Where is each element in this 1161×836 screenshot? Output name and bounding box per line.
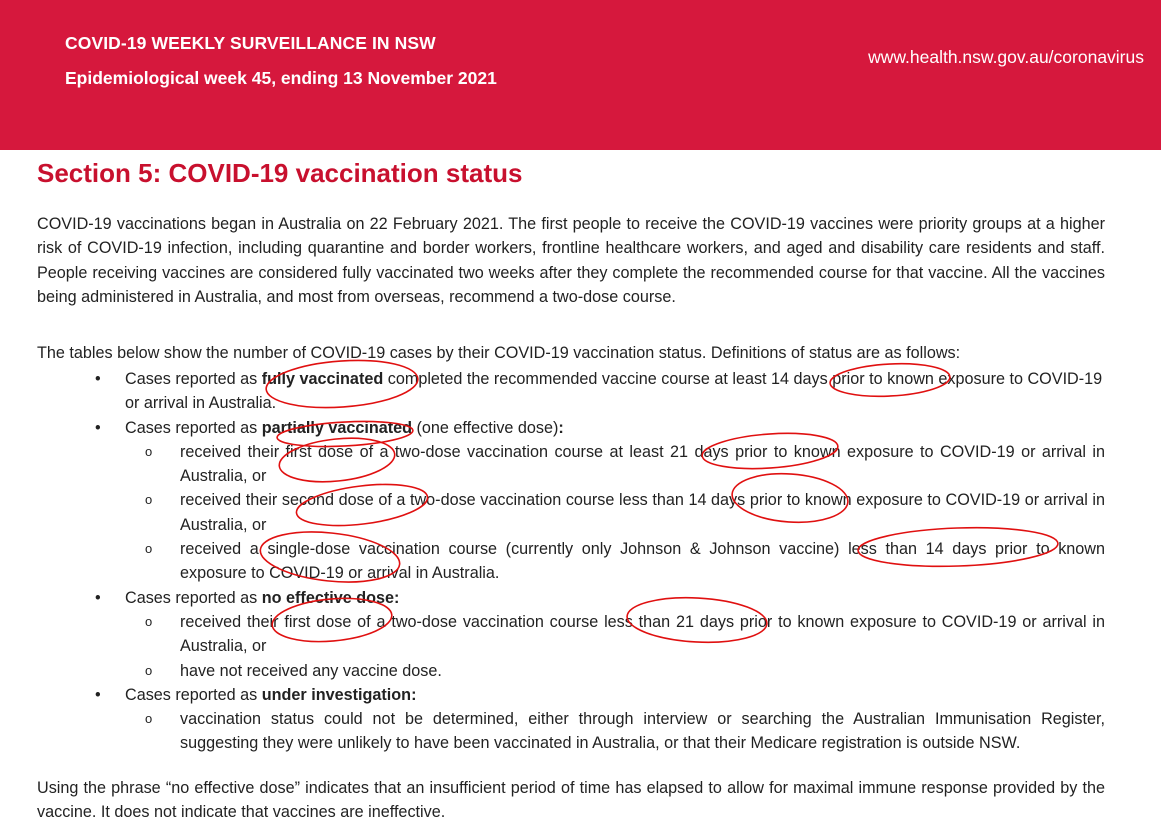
closing-paragraph: Using the phrase “no effective dose” indicates that an insufficient period of time has elapsed to allow for maximal immune response provided by the vaccine. It does not indicate that vaccines are ineffective. — [37, 779, 1105, 822]
term-no-effective-dose: no effective dose: — [261, 588, 400, 607]
partial-criteria-list — [37, 440, 1105, 586]
report-week: Epidemiological week 45, ending 13 November 2021 — [65, 68, 497, 88]
investigation-criteria-list — [37, 707, 1105, 756]
list-item: o received their first dose of a two-dose vaccination course less than 21 days prior to known exposure to COVID-19 or arrival in Australia, or — [37, 610, 1105, 659]
definition-prefix: Cases reported as — [125, 418, 262, 437]
term-under-investigation: under investigation: — [261, 685, 417, 704]
list-item: o received a single-dose vaccination course (currently only Johnson & Johnson vaccine) less than 14 days prior to known exposure to COVID-19 or arrival in Australia. — [37, 537, 1105, 586]
definitions-list — [37, 367, 1105, 756]
term-fully-vaccinated: fully vaccinated — [261, 370, 384, 388]
report-title: COVID-19 WEEKLY SURVEILLANCE IN NSW — [65, 33, 436, 53]
definition-under-investigation — [37, 683, 1105, 756]
website-url: www.health.nsw.gov.au/coronavirus — [868, 47, 1144, 67]
section-heading: Section 5: COVID-19 vaccination status — [37, 158, 523, 188]
list-item: o received their second dose of a two-dose vaccination course less than 14 days prior to known exposure to COVID-19 or arrival in Australia, or — [37, 488, 1105, 537]
definition-no-effective-dose — [37, 586, 1105, 683]
list-item: o received their first dose of a two-dose vaccination course at least 21 days prior to known exposure to COVID-19 or arrival in Australia, or — [37, 440, 1105, 489]
header-banner — [0, 0, 1161, 150]
definition-prefix: Cases reported as — [125, 685, 262, 704]
list-item: o have not received any vaccine dose. — [37, 659, 1105, 683]
definition-fully-vaccinated — [37, 367, 1105, 416]
no-dose-criteria-list — [37, 610, 1105, 683]
list-item: o vaccination status could not be determined, either through interview or searching the Australian Immunisation Register, suggesting they were unlikely to have been vaccinated in Australia, or that their Medicare registration is outside NSW. — [37, 707, 1105, 756]
definition-prefix: Cases reported as — [125, 588, 262, 607]
definitions-lead: The tables below show the number of COVID-19 cases by their COVID-19 vaccination status. Definitions of status are as follows: — [37, 344, 961, 362]
definition-colon: : — [558, 418, 564, 437]
definition-suffix: (one effective dose) — [412, 418, 559, 437]
definition-partially-vaccinated — [37, 416, 1105, 586]
intro-paragraph: COVID-19 vaccinations began in Australia on 22 February 2021. The first people to receive the COVID-19 vaccines were priority groups at a higher risk of COVID-19 infection, including quarantine and border workers, frontline healthcare workers, and aged and disability care residents and staff. People receiving vaccines are considered fully vaccinated two weeks after they complete the recommended course for that vaccine. All the vaccines being administered in Australia, and most from overseas, recommend a two-dose course. — [37, 215, 1105, 306]
definition-text: completed the recommended vaccine course at least 14 days prior to known exposure to COVID-19 or arrival in Australia. — [125, 370, 1103, 413]
term-partially-vaccinated: partially vaccinated — [261, 418, 413, 437]
definition-prefix: Cases reported as — [125, 370, 262, 388]
